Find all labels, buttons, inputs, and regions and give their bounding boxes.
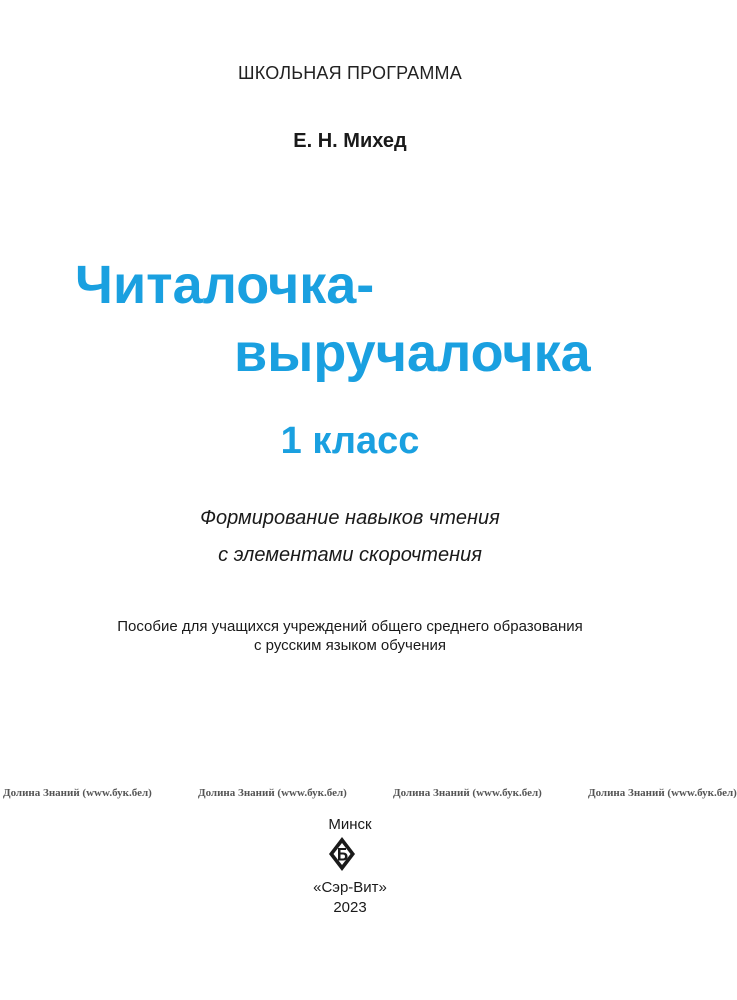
book-title-line-1: Читалочка- bbox=[75, 255, 375, 315]
watermark-row bbox=[0, 787, 737, 807]
imprint-year: 2023 bbox=[333, 899, 367, 916]
grade-label: 1 класс bbox=[280, 420, 420, 462]
subtitle-line-2: с элементами скорочтения bbox=[218, 544, 482, 566]
imprint-city: Минск bbox=[328, 816, 372, 833]
watermark-text: Долина Знаний (www.бук.бел) bbox=[3, 787, 152, 799]
imprint-publisher: «Сэр-Вит» bbox=[313, 879, 387, 896]
watermark-text: Долина Знаний (www.бук.бел) bbox=[588, 787, 737, 799]
book-title-line-2: выручалочка bbox=[234, 323, 591, 383]
watermark-text: Долина Знаний (www.бук.бел) bbox=[198, 787, 347, 799]
series-label: ШКОЛЬНАЯ ПРОГРАММА bbox=[238, 63, 462, 83]
description-line-2: с русским языком обучения bbox=[254, 637, 446, 654]
description-line-1: Пособие для учащихся учреждений общего среднего образования bbox=[117, 618, 583, 635]
watermark-text: Долина Знаний (www.бук.бел) bbox=[393, 787, 542, 799]
author-name: Е. Н. Михед bbox=[293, 130, 407, 152]
publisher-logo-icon bbox=[327, 836, 357, 872]
subtitle-line-1: Формирование навыков чтения bbox=[200, 507, 500, 529]
